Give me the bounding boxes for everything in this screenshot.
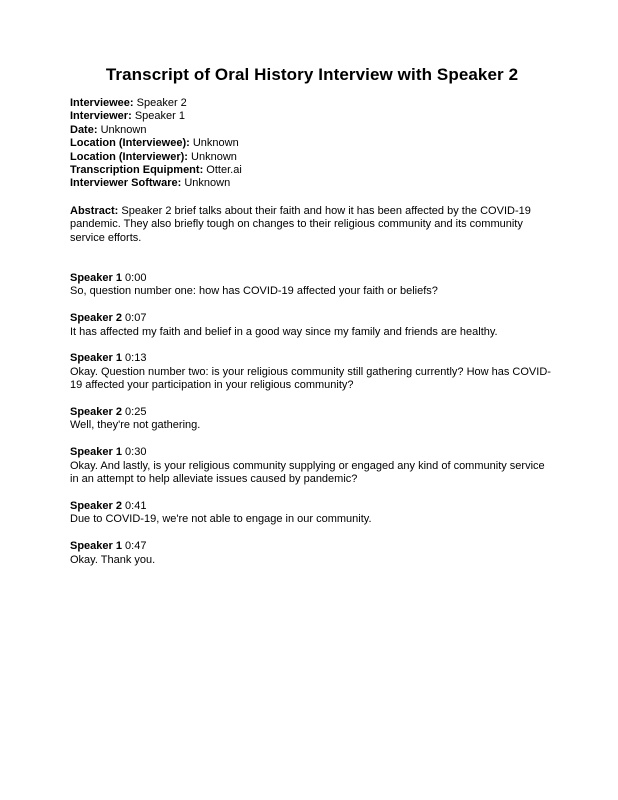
timestamp: 0:13 <box>125 352 147 365</box>
speaker-line <box>70 446 552 459</box>
timestamp: 0:47 <box>125 540 147 553</box>
metadata-line-date <box>70 124 554 137</box>
transcript-entry <box>70 446 552 486</box>
utterance-text: Due to COVID-19, we're not able to engage in our community. <box>70 513 372 526</box>
metadata-line-location-interviewee <box>70 137 554 150</box>
transcript-entry <box>70 500 552 527</box>
page-title: Transcript of Oral History Interview with Speaker 2 <box>105 65 519 84</box>
abstract-label: Abstract: <box>70 204 119 217</box>
transcript-entry <box>70 406 552 433</box>
transcript-entry <box>70 312 552 339</box>
metadata-line-interviewer-software <box>70 177 554 190</box>
timestamp: 0:00 <box>125 272 147 285</box>
timestamp: 0:07 <box>125 312 147 325</box>
transcript-section <box>70 272 554 567</box>
metadata-value: Speaker 2 <box>136 97 187 109</box>
speaker-line <box>70 500 552 513</box>
speaker-line <box>70 272 552 285</box>
metadata-value: Speaker 1 <box>134 110 185 123</box>
timestamp: 0:30 <box>125 446 147 459</box>
metadata-line-location-interviewer <box>70 151 554 164</box>
metadata-value: Otter.ai <box>206 164 242 177</box>
utterance-text: So, question number one: how has COVID-19 affected your faith or beliefs? <box>70 285 438 298</box>
speaker-line <box>70 352 552 365</box>
metadata-value: Unknown <box>192 137 239 150</box>
metadata-label: Interviewer: <box>70 110 132 123</box>
utterance-text: Okay. And lastly, is your religious community supplying or engaged any kind of community service in an attempt to help alleviate issues caused by pandemic? <box>70 459 545 486</box>
metadata-value: Unknown <box>184 177 231 190</box>
metadata-label: Transcription Equipment: <box>70 164 204 177</box>
metadata-label: Interviewer Software: <box>70 177 182 190</box>
utterance-text: Okay. Thank you. <box>70 553 156 566</box>
metadata-value: Unknown <box>191 150 237 163</box>
abstract-text: Speaker 2 brief talks about their faith and how it has been affected by the COVID-19 pandemic. They also briefly tough on changes to their religious community and its community service efforts. <box>70 204 531 244</box>
metadata-line-interviewee <box>70 97 554 110</box>
metadata-label: Interviewee: <box>70 97 134 109</box>
metadata-value: Unknown <box>100 123 147 136</box>
speaker-name: Speaker 1 <box>70 446 122 459</box>
metadata-line-interviewer <box>70 110 554 123</box>
speaker-name: Speaker 2 <box>70 499 122 512</box>
transcript-entry <box>70 272 552 299</box>
transcript-entry <box>70 352 552 392</box>
utterance-text: Well, they're not gathering. <box>70 419 201 432</box>
metadata-label: Location (Interviewer): <box>70 150 188 163</box>
speaker-line <box>70 406 552 419</box>
speaker-name: Speaker 1 <box>70 272 122 285</box>
speaker-name: Speaker 2 <box>70 312 122 325</box>
speaker-line <box>70 540 552 553</box>
abstract-paragraph <box>70 205 552 245</box>
timestamp: 0:25 <box>125 406 147 419</box>
speaker-name: Speaker 2 <box>70 406 122 419</box>
metadata-block <box>70 97 554 191</box>
utterance-text: Okay. Question number two: is your religious community still gathering currently? How has COVID-19 affected your participation in your religious community? <box>70 365 551 392</box>
speaker-name: Speaker 1 <box>70 540 122 553</box>
speaker-name: Speaker 1 <box>70 352 122 365</box>
timestamp: 0:41 <box>125 499 147 512</box>
utterance-text: It has affected my faith and belief in a good way since my family and friends are healthy. <box>70 325 498 338</box>
speaker-line <box>70 312 552 325</box>
metadata-label: Date: <box>70 123 98 136</box>
metadata-line-transcription-equipment <box>70 164 554 177</box>
metadata-label: Location (Interviewee): <box>70 137 190 150</box>
transcript-entry <box>70 540 552 567</box>
